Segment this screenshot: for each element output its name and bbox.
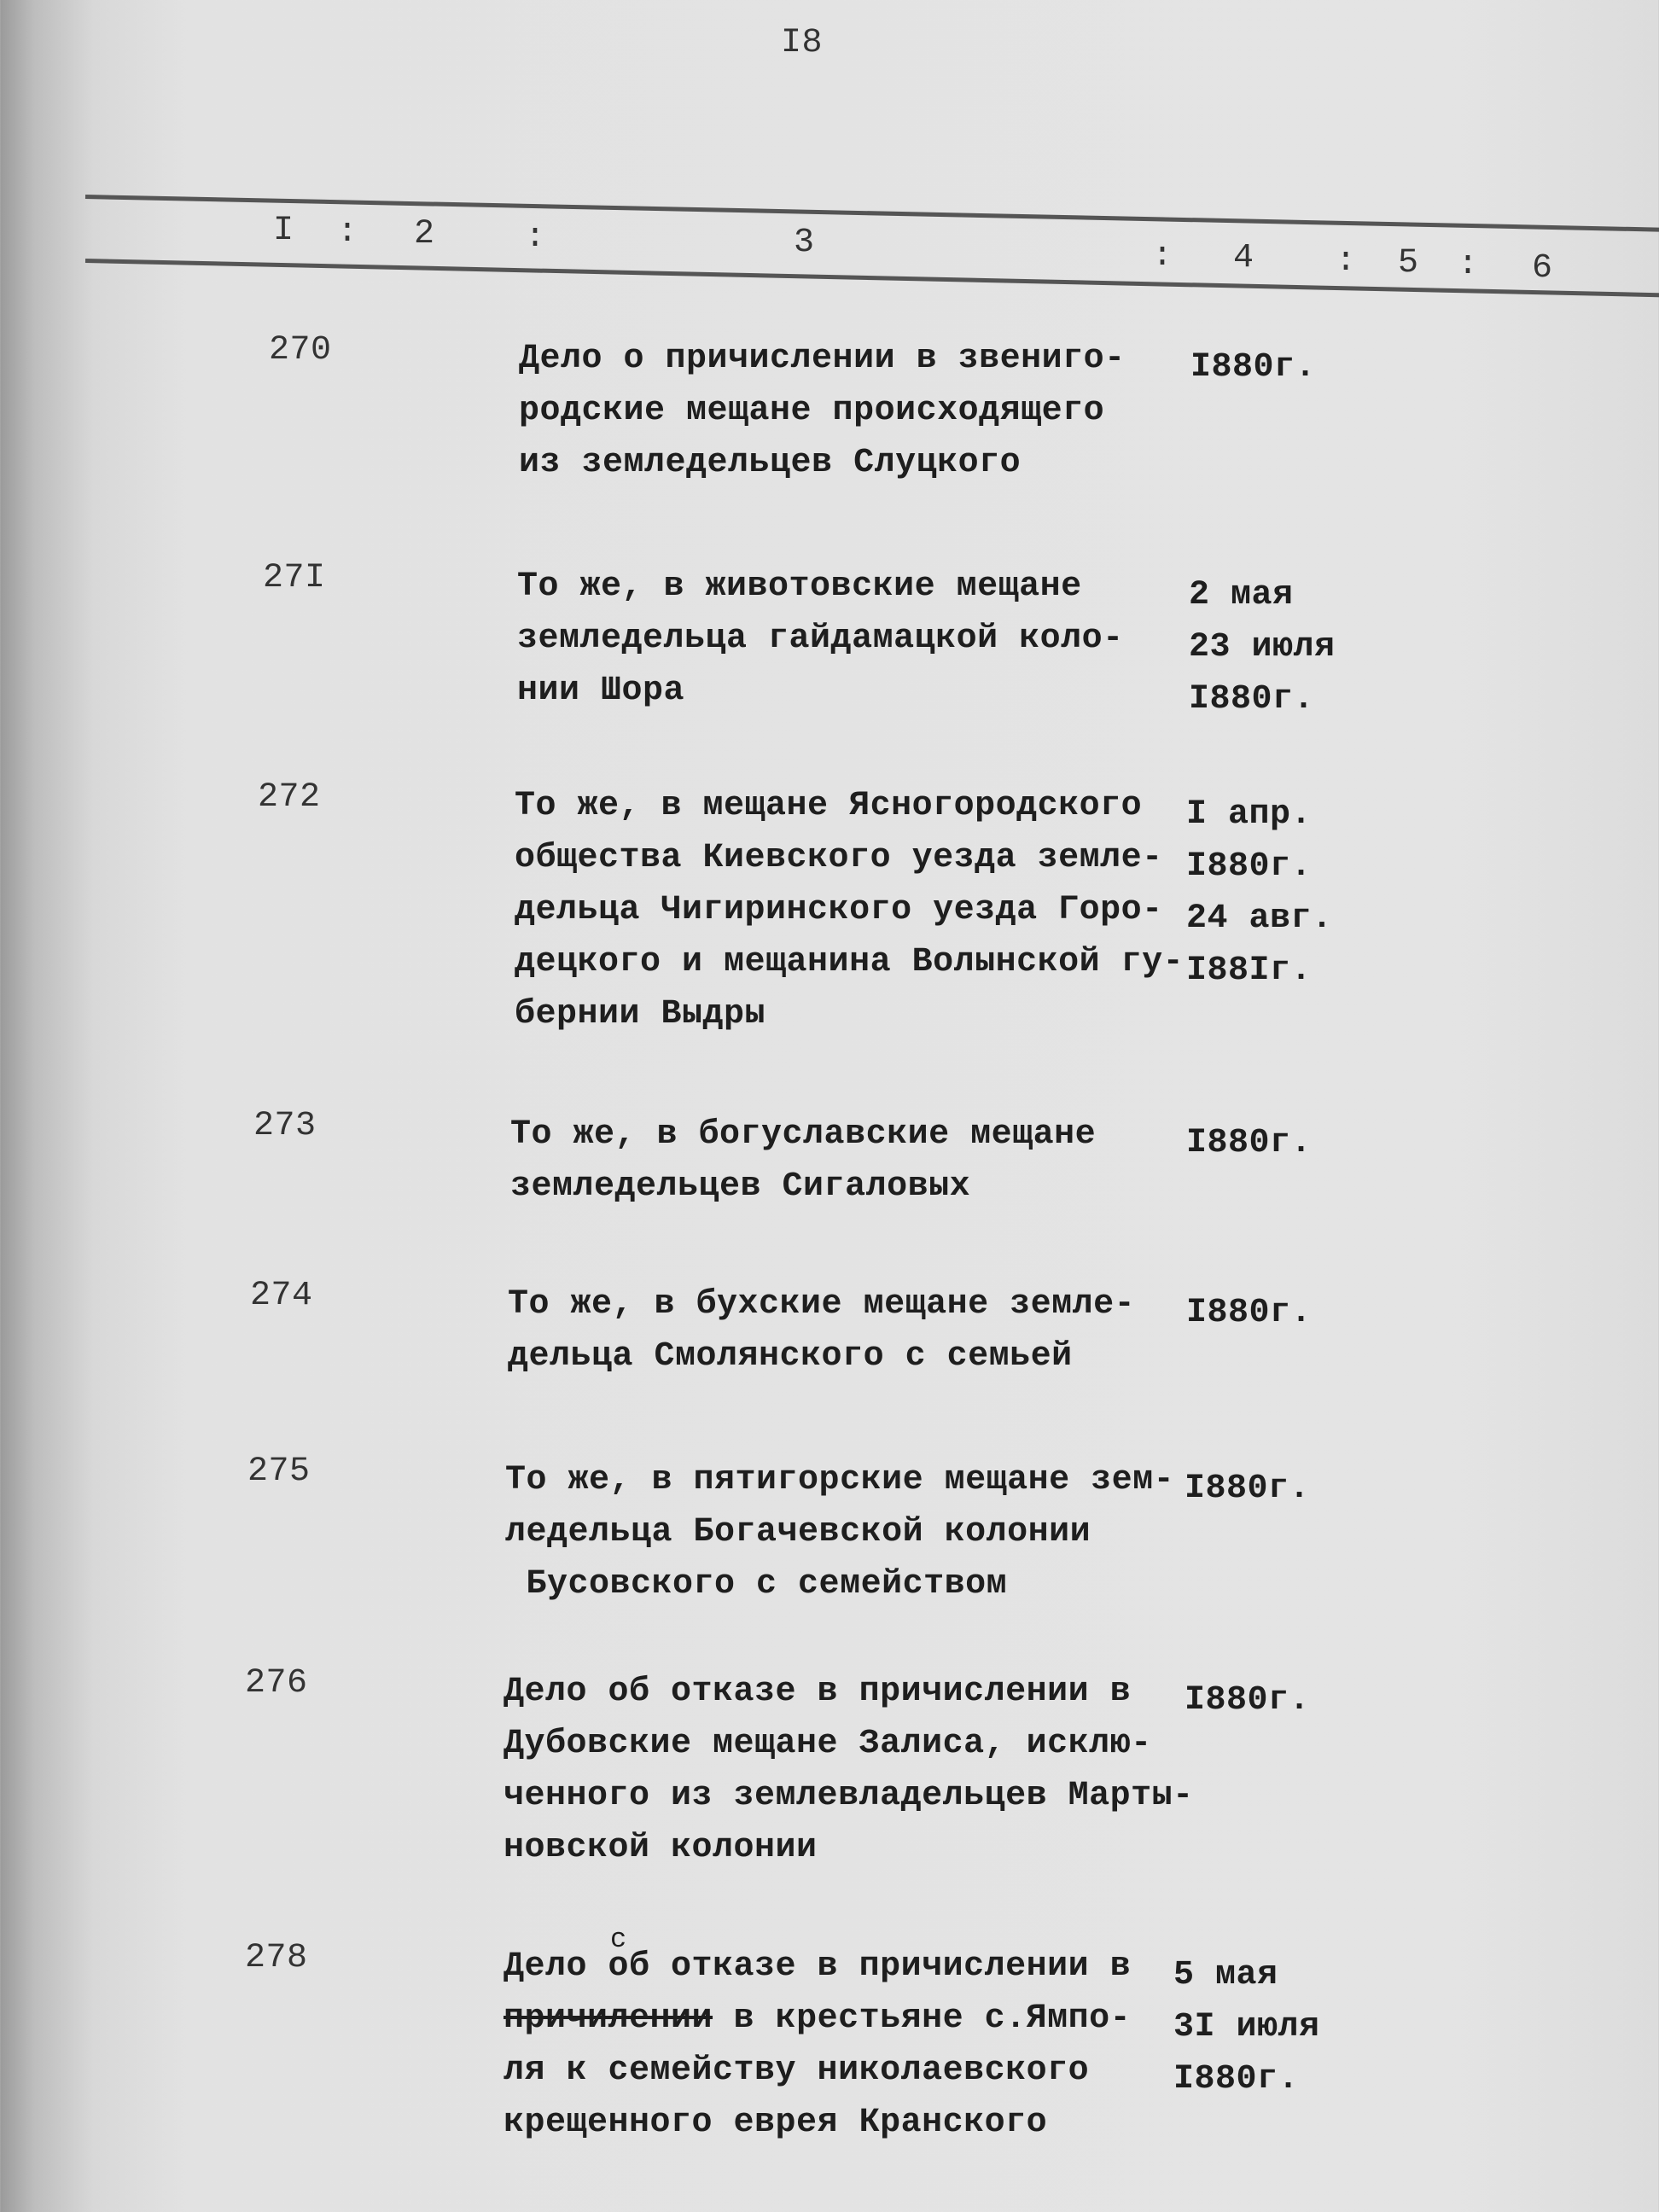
item-description <box>517 568 1124 724</box>
item-date <box>1186 1294 1312 1346</box>
item-description <box>505 1461 1174 1617</box>
description-line: земледельца гайдамацкой коло- <box>517 620 1124 658</box>
item-number: 275 <box>247 1452 311 1491</box>
description-line: То же, в пятигорские мещане зем- <box>505 1461 1175 1499</box>
item-number: 274 <box>250 1277 313 1315</box>
description-line: Дело о причислении в звениго- <box>519 340 1126 378</box>
header-bottom-rule <box>85 259 1659 298</box>
description-line: дельца Смолянского с семьей <box>508 1337 1073 1376</box>
date-line: 2 мая <box>1189 576 1294 614</box>
description-line: Бусовского с семейством <box>505 1565 1008 1604</box>
handwritten-correction: с <box>610 1924 627 1955</box>
item-date <box>1185 1470 1310 1522</box>
description-line: То же, в мещане Ясногородского <box>515 787 1143 825</box>
item-number: 272 <box>258 778 321 817</box>
description-line: Дубовские мещане Залиса, исклю- <box>504 1725 1152 1763</box>
item-number: 273 <box>253 1107 317 1145</box>
struck-text: причилении <box>504 2000 713 2038</box>
item-date <box>1186 1124 1312 1176</box>
description-line: нии Шора <box>517 672 685 710</box>
item-number: 27I <box>263 559 326 597</box>
item-number: 270 <box>269 331 332 370</box>
date-line: I880г. <box>1186 1294 1313 1332</box>
description-line: децкого и мещанина Волынской гу- <box>515 943 1185 981</box>
description-line: новской колонии <box>504 1829 818 1867</box>
item-date <box>1173 1956 1320 2112</box>
description-line: крещенного еврея Кранского <box>504 2104 1048 2142</box>
date-line: I880г. <box>1190 348 1317 387</box>
item-date <box>1190 348 1316 400</box>
description-line: общества Киевского уезда земле- <box>515 839 1163 877</box>
description-line: бернии Выдры <box>515 995 766 1033</box>
description-line: Дело об отказе в причислении в <box>504 1673 1132 1711</box>
col-separator: : <box>1152 237 1173 276</box>
date-line: I880г. <box>1186 847 1313 886</box>
date-line: I880г. <box>1185 1470 1311 1508</box>
date-line: I880г. <box>1185 1681 1311 1720</box>
date-line: I880г. <box>1186 1124 1313 1162</box>
item-number: 278 <box>245 1939 308 1977</box>
date-line: I880г. <box>1189 680 1315 719</box>
col-header-4: 4 <box>1233 239 1254 277</box>
date-line: 24 авг. <box>1186 899 1333 938</box>
col-header-6: 6 <box>1532 249 1553 288</box>
description-line: То же, в животовские мещане <box>517 568 1082 606</box>
date-line: 23 июля <box>1189 628 1336 667</box>
description-line: земледельцев Сигаловых <box>510 1167 971 1206</box>
description-line: ля к семейству николаевского <box>504 2052 1090 2090</box>
description-line: ченного из землевладельцев Марты- <box>504 1777 1194 1815</box>
item-description <box>508 1285 1135 1389</box>
page-number: I8 <box>781 24 824 62</box>
description-line: То же, в бухские мещане земле- <box>508 1285 1136 1324</box>
item-description <box>504 1924 1132 2156</box>
description-text: в крестьяне с.Ямпо- <box>713 2000 1132 2038</box>
col-header-2: 2 <box>414 215 435 253</box>
description-line: из земледельцев Слуцкого <box>519 444 1022 482</box>
item-description <box>519 340 1126 496</box>
col-separator: : <box>1336 242 1357 281</box>
header-top-rule <box>85 195 1659 232</box>
description-line: ледельца Богачевской колонии <box>505 1513 1091 1551</box>
item-date <box>1189 576 1336 732</box>
item-date <box>1185 1681 1310 1733</box>
item-description <box>510 1115 1096 1220</box>
item-description <box>515 787 1184 1047</box>
date-line: 3I июля <box>1173 2008 1320 2046</box>
col-header-3: 3 <box>794 224 815 262</box>
date-line: I880г. <box>1173 2060 1300 2098</box>
description-line: дельца Чигиринского уезда Горо- <box>515 891 1163 929</box>
col-header-1: I <box>273 212 294 250</box>
col-separator: : <box>1458 246 1479 284</box>
date-line: I апр. <box>1186 795 1313 834</box>
description-line: То же, в богуславские мещане <box>510 1115 1097 1154</box>
col-separator: : <box>337 213 358 252</box>
item-date <box>1186 795 1333 1004</box>
date-line: 5 мая <box>1173 1956 1278 1994</box>
item-description <box>504 1673 1194 1881</box>
description-line: Дело об отказе в причислении в <box>504 1947 1132 1986</box>
date-line: I88Iг. <box>1186 952 1313 990</box>
col-header-5: 5 <box>1398 244 1419 282</box>
item-number: 276 <box>245 1664 308 1703</box>
col-separator: : <box>525 218 546 257</box>
description-line: родские мещане происходящего <box>519 392 1105 430</box>
